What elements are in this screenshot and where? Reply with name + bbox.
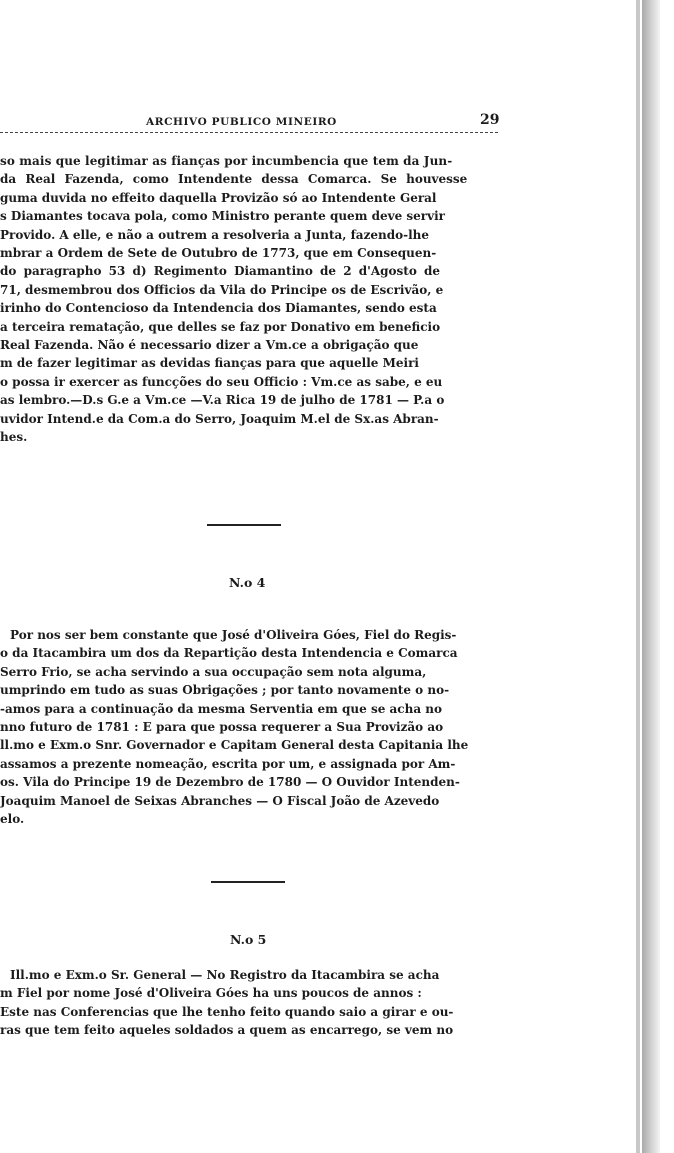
text-line: 71, desmembrou dos Officios da Vila do Principe os de Escrivão, e [0,282,444,297]
text-line: do paragrapho 53 d) Regimento Diamantino de 2 d'Agosto de [0,264,441,279]
text-line: Este nas Conferencias que lhe tenho feito quando saio a girar e ou- [0,1004,454,1019]
text-line: Serro Frio, se acha servindo a sua occupação sem nota alguma, [0,664,427,679]
text-line: irinho do Contencioso da Intendencia dos Diamantes, sendo esta [0,301,437,316]
text-line: mbrar a Ordem de Sete de Outubro de 1773, que em Consequen- [0,246,437,261]
document-number: N.o 5 [230,932,267,947]
text-line: m Fiel por nome José d'Oliveira Góes ha uns poucos de annos : [0,986,422,1001]
text-line: Ill.mo e Exm.o Sr. General — No Registro da Itacambira se acha [10,968,440,982]
text-line: so mais que legitimar as fianças por incumbencia que tem da Jun- [0,154,453,168]
text-line: elo. [0,812,25,827]
text-line: m de fazer legitimar as devidas fianças para que aquelle Meiri [0,356,419,371]
paragraph-document-4 [0,626,468,828]
text-line: hes. [0,430,28,445]
text-line: as lembro.—D.s G.e a Vm.ce —V.a Rica 19 de julho de 1781 — P.a o [0,393,445,408]
page-header [0,112,600,140]
text-line: assamos a prezente nomeação, escrita por um, e assignada por Am- [0,756,456,771]
text-line: Real Fazenda. Não é necessario dizer a Vm.ce a obrigação que [0,338,419,353]
text-line: umprindo em tudo as suas Obrigações ; por tanto novamente o no- [0,683,450,698]
page-binding-shadow [636,0,640,1153]
text-line: ll.mo e Exm.o Snr. Governador e Capitam General desta Capitania lhe [0,738,469,753]
document-number: N.o 4 [229,575,266,590]
paragraph-document-5 [0,966,453,1040]
text-line: Joaquim Manoel de Seixas Abranches — O Fiscal João de Azevedo [0,793,440,808]
text-line: Provido. A elle, e não a outrem a resolveria a Junta, fazendo-lhe [0,227,430,242]
text-line: Por nos ser bem constante que José d'Oliveira Góes, Fiel do Regis- [10,628,457,642]
text-line: guma duvida no effeito daquella Provizão só ao Intendente Geral [0,190,437,205]
text-line: o possa ir exercer as funcções do seu Officio : Vm.ce as sabe, e eu [0,374,443,389]
text-line: os. Vila do Principe 19 de Dezembro de 1780 — O Ouvidor Intenden- [0,775,460,790]
text-line: o da Itacambira um dos da Repartição desta Intendencia e Comarca [0,646,458,661]
section-separator [207,524,281,526]
text-line: uvidor Intend.e da Com.a do Serro, Joaquim M.el de Sx.as Abran- [0,411,439,426]
text-line: -amos para a continuação da mesma Serventia em que se acha no [0,701,442,716]
text-line: da Real Fazenda, como Intendente dessa Comarca. Se houvesse [0,172,468,187]
page-edge [642,0,660,1153]
section-separator [211,881,285,883]
text-line: a terceira rematação, que delles se faz por Donativo em beneficio [0,319,441,334]
text-line: s Diamantes tocava pola, como Ministro perante quem deve servir [0,209,445,224]
text-line: ras que tem feito aqueles soldados a quem as encarrego, se vem no [0,1023,454,1038]
page-number: 29 [480,112,500,128]
text-line: nno futuro de 1781 : E para que possa requerer a Sua Provizão ao [0,720,444,735]
header-rule [0,132,498,134]
running-head: ARCHIVO PUBLICO MINEIRO [146,116,337,128]
paragraph-letter-continuation [0,152,467,447]
